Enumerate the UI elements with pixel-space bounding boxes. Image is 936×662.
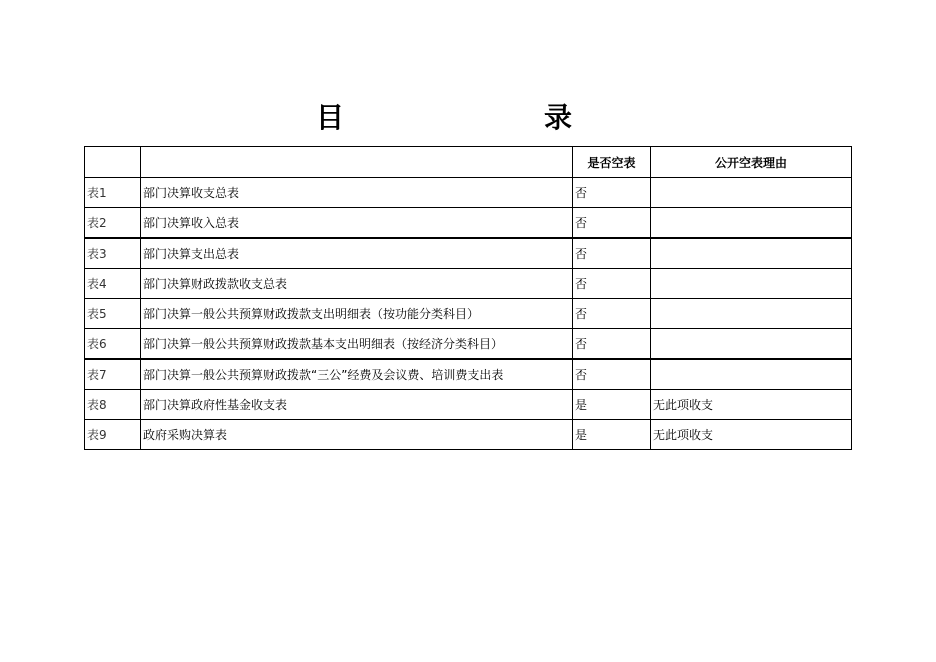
table-row: [85, 269, 852, 299]
table-row: [85, 208, 852, 239]
row-empty: 是: [573, 390, 651, 420]
row-name: 部门决算一般公共预算财政拨款基本支出明细表（按经济分类科目）: [141, 329, 573, 360]
row-empty: 否: [573, 299, 651, 329]
row-reason: [651, 238, 852, 269]
toc-table: [84, 146, 852, 450]
header-cell-id: [85, 147, 141, 178]
row-reason: [651, 208, 852, 239]
row-empty: 是: [573, 420, 651, 450]
row-name: 部门决算收支总表: [141, 178, 573, 208]
row-id: 表1: [85, 178, 141, 208]
table-row: [85, 178, 852, 208]
row-name: 部门决算一般公共预算财政拨款支出明细表（按功能分类科目）: [141, 299, 573, 329]
row-id: 表9: [85, 420, 141, 450]
row-id: 表7: [85, 359, 141, 390]
row-reason: [651, 269, 852, 299]
table-row: [85, 238, 852, 269]
row-id: 表2: [85, 208, 141, 239]
row-reason: [651, 359, 852, 390]
header-cell-name: [141, 147, 573, 178]
table-row: [85, 390, 852, 420]
header-cell-is-empty: 是否空表: [573, 147, 651, 178]
row-name: 部门决算政府性基金收支表: [141, 390, 573, 420]
row-reason: [651, 178, 852, 208]
row-name: 部门决算支出总表: [141, 238, 573, 269]
row-id: 表8: [85, 390, 141, 420]
row-id: 表5: [85, 299, 141, 329]
table-header-row: [85, 147, 852, 178]
table-row: [85, 420, 852, 450]
table-row: [85, 329, 852, 360]
header-cell-reason: 公开空表理由: [651, 147, 852, 178]
row-empty: 否: [573, 359, 651, 390]
row-empty: 否: [573, 208, 651, 239]
row-id: 表4: [85, 269, 141, 299]
row-name: 政府采购决算表: [141, 420, 573, 450]
row-id: 表6: [85, 329, 141, 360]
row-empty: 否: [573, 269, 651, 299]
row-empty: 否: [573, 178, 651, 208]
table-row: [85, 359, 852, 390]
row-id: 表3: [85, 238, 141, 269]
row-name: 部门决算收入总表: [141, 208, 573, 239]
row-empty: 否: [573, 329, 651, 360]
row-name: 部门决算财政拨款收支总表: [141, 269, 573, 299]
page-title: 目 录: [315, 101, 620, 134]
table-row: [85, 299, 852, 329]
row-reason: [651, 329, 852, 360]
row-name: 部门决算一般公共预算财政拨款“三公”经费及会议费、培训费支出表: [141, 359, 573, 390]
row-reason: [651, 299, 852, 329]
row-reason: 无此项收支: [651, 390, 852, 420]
row-empty: 否: [573, 238, 651, 269]
row-reason: 无此项收支: [651, 420, 852, 450]
